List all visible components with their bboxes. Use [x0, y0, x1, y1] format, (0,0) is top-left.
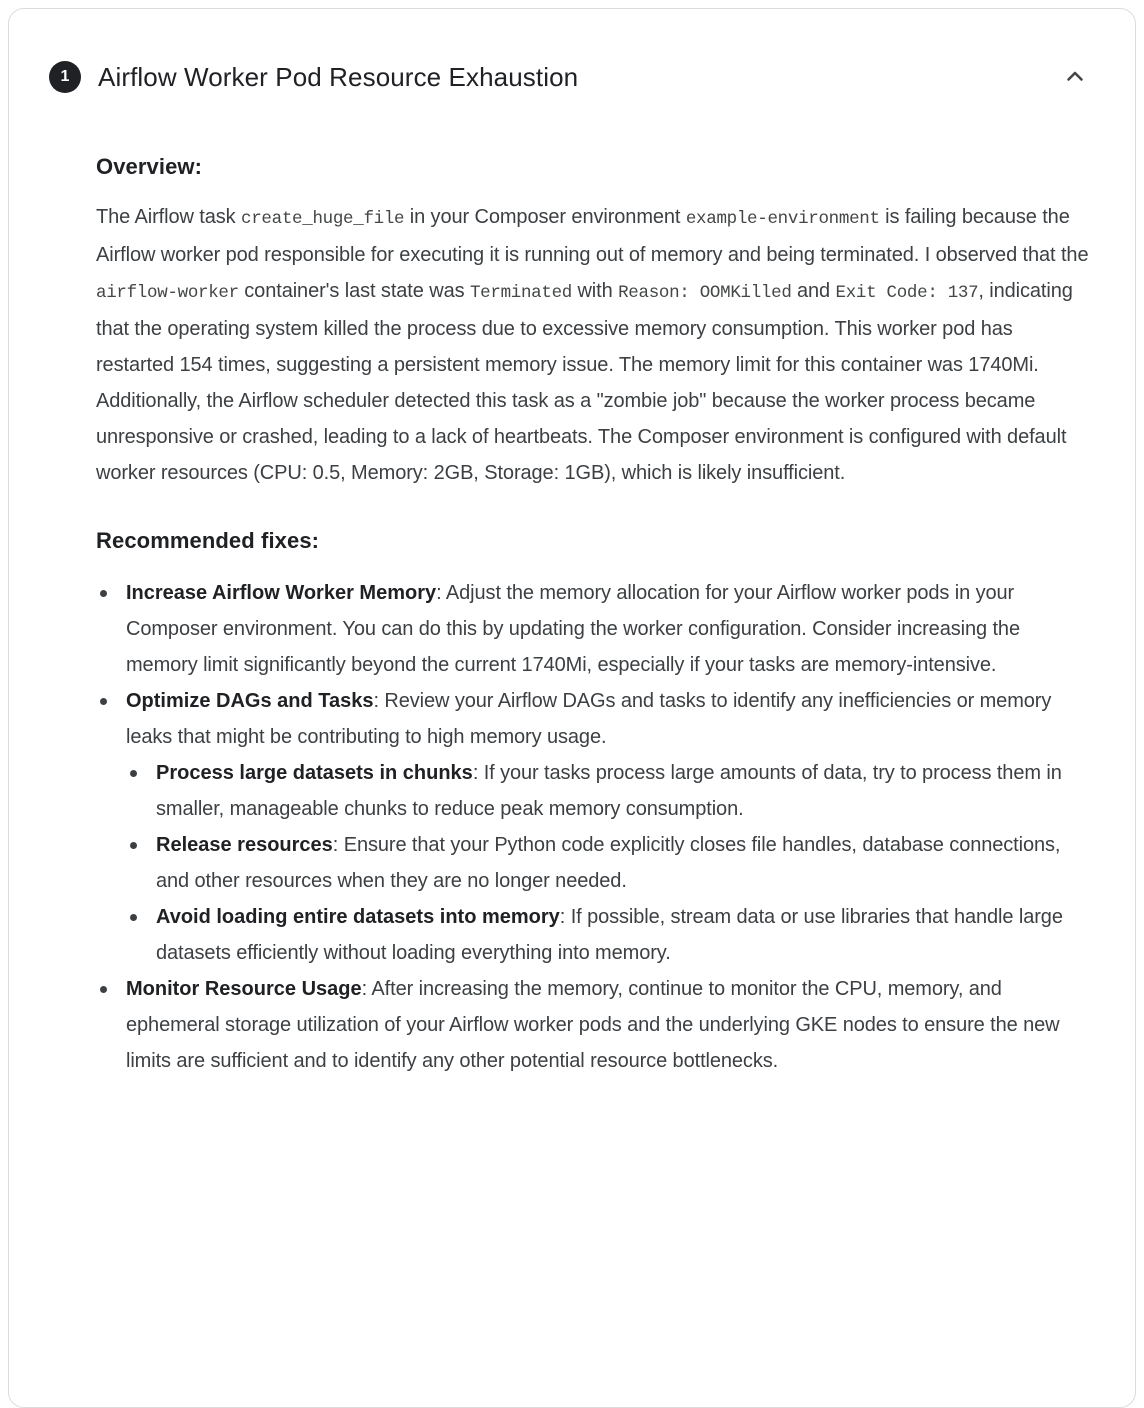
recommended-fixes-heading: Recommended fixes: [96, 528, 320, 553]
text-run: : After increasing the memory, continue to monitor the CPU, memory, and ephemeral storage utilization of your Airflow worker pods and the underlying GKE nodes to ensure the new limits are sufficient and to identify any other potential resource bottlenecks. [126, 978, 1060, 1072]
fixes-list [96, 575, 1095, 1079]
finding-number-badge: 1 [49, 61, 81, 93]
fix-sublist [126, 755, 1095, 971]
bold-lead: Optimize DAGs and Tasks [126, 690, 374, 712]
bold-lead: Increase Airflow Worker Memory [126, 582, 437, 604]
inline-code: example-environment [685, 209, 880, 229]
finding-card-body [96, 153, 1095, 1079]
text-run: with [572, 280, 619, 302]
bold-lead: Avoid loading entire datasets into memory [156, 906, 560, 928]
collapse-button[interactable] [1055, 57, 1095, 97]
chevron-up-icon [1063, 65, 1087, 89]
text-run: in your Composer environment [404, 206, 686, 228]
inline-code: Terminated [469, 283, 572, 303]
fix-item [126, 899, 1095, 971]
fix-item [96, 575, 1095, 683]
text-run: : If possible, stream data or use libraries that handle large datasets efficiently without loading everything into memory. [156, 906, 1063, 964]
text-run: , indicating that the operating system killed the process due to excessive memory consumption. This worker pod has restarted 154 times, suggesting a persistent memory issue. The memory limit for this container was 1740Mi. Additionally, the Airflow scheduler detected this task as a "zombie job" because the worker process became unresponsive or crashed, leading to a lack of heartbeats. The Composer environment is configured with default worker resources (CPU: 0.5, Memory: 2GB, Storage: 1GB), which is likely insufficient. [96, 280, 1073, 484]
bold-lead: Process large datasets in chunks [156, 762, 473, 784]
overview-paragraph [96, 199, 1095, 491]
finding-card [8, 8, 1136, 1408]
fix-item [126, 827, 1095, 899]
text-run: and [791, 280, 836, 302]
inline-code: airflow-worker [96, 283, 239, 303]
overview-heading: Overview: [96, 154, 203, 179]
inline-code: create_huge_file [241, 209, 405, 229]
text-run: : Review your Airflow DAGs and tasks to identify any inefficiencies or memory leaks that might be contributing to high memory usage. [126, 690, 1052, 748]
fix-item [96, 683, 1095, 971]
inline-code: Exit Code: 137 [835, 283, 979, 303]
text-run: is failing because the Airflow worker pod responsible for executing it is running out of memory and being terminated. I observed that the [96, 206, 1089, 266]
text-run: container's last state was [238, 280, 470, 302]
text-run: : Adjust the memory allocation for your Airflow worker pods in your Composer environment. You can do this by updating the worker configuration. Consider increasing the memory limit significantly beyond the current 1740Mi, especially if your tasks are memory-intensive. [126, 582, 1020, 676]
bold-lead: Release resources [156, 834, 333, 856]
text-run: : Ensure that your Python code explicitly closes file handles, database connections, and other resources when they are no longer needed. [156, 834, 1061, 892]
text-run: The Airflow task [96, 206, 242, 228]
text-run: : If your tasks process large amounts of data, try to process them in smaller, manageable chunks to reduce peak memory consumption. [156, 762, 1062, 820]
finding-title: Airflow Worker Pod Resource Exhaustion [98, 61, 579, 92]
finding-card-header [49, 57, 1095, 97]
bold-lead: Monitor Resource Usage [126, 978, 362, 1000]
inline-code: Reason: OOMKilled [618, 283, 792, 303]
fix-item [96, 971, 1095, 1079]
fix-item [126, 755, 1095, 827]
